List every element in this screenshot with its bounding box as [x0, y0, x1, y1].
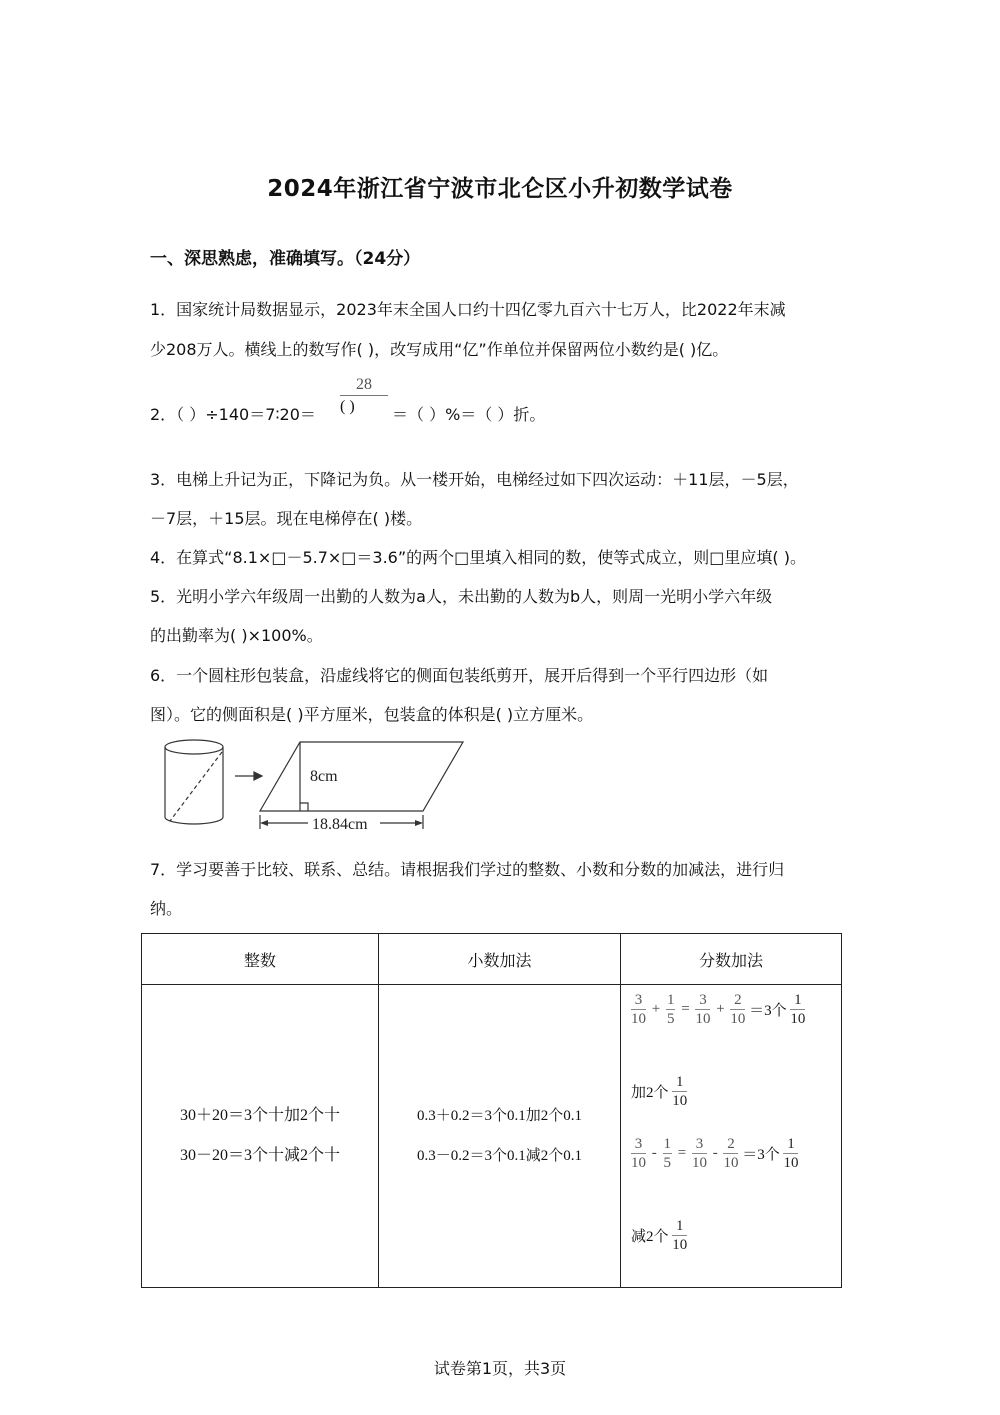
- q7-line2: 纳。: [150, 899, 183, 918]
- q5-line1: 5．光明小学六年级周一出勤的人数为a人，未出勤的人数为b人，则周一光明小学六年级: [150, 587, 773, 606]
- q4-line1: 4．在算式“8.1×□－5.7×□＝3.6”的两个□里填入相同的数，使等式成立，则□里应填( )。: [150, 548, 806, 567]
- q1-line2: 少208万人。横线上的数写作( )，改写成用“亿”作单位并保留两位小数约是( )亿。: [150, 340, 729, 359]
- q2-part1: 2．（ ）÷140＝7∶20＝: [150, 405, 316, 424]
- fraction: $\frac{3}{10}$: [691, 1136, 707, 1171]
- header-integer: 整数: [142, 934, 379, 985]
- q3-line2: －7层，＋15层。现在电梯停在( )楼。: [150, 509, 423, 528]
- q2-fraction-numerator: 28: [340, 376, 388, 396]
- dimension-arrow-left: [260, 820, 268, 826]
- cylinder-shape: [165, 740, 223, 824]
- decimal-sub: 0.3－0.2＝3个0.1减2个0.1: [416, 1148, 582, 1164]
- dimension-arrow-right: [415, 820, 423, 826]
- fraction-cell: [621, 985, 842, 1288]
- q2-part2: ＝（ ）%＝（ ）折。: [392, 405, 546, 424]
- header-fraction: 分数加法: [621, 934, 842, 985]
- q3-line1: 3．电梯上升记为正，下降记为负。从一楼开始，电梯经过如下四次运动：＋11层，－5层，: [150, 470, 799, 489]
- fraction: $\frac{3}{10}$: [631, 992, 646, 1027]
- fraction: $\frac{3}{10}$: [695, 992, 711, 1027]
- page-footer: 试卷第1页，共3页: [433, 1359, 567, 1378]
- fraction-sub-tail: 减2个 $\frac{1}{10}$: [631, 1218, 688, 1253]
- fraction: $\frac{1}{10}$: [672, 1218, 688, 1253]
- base-label: 18.84cm: [312, 816, 368, 833]
- comparison-table: [141, 933, 842, 1288]
- fraction: $\frac{1}{10}$: [672, 1074, 688, 1109]
- q2-fraction-denominator: ( ): [340, 398, 355, 415]
- q6-line2: 图）。它的侧面积是( )平方厘米，包装盒的体积是( )立方厘米。: [150, 705, 594, 724]
- table-row: [142, 985, 842, 1288]
- fraction: $\frac{1}{5}$: [666, 992, 675, 1027]
- right-arrow-icon: [235, 772, 262, 780]
- fraction: $\frac{1}{10}$: [783, 1136, 799, 1171]
- fraction-add-tail: 加2个 $\frac{1}{10}$: [631, 1074, 688, 1109]
- fraction: $\frac{2}{10}$: [730, 992, 746, 1027]
- q1-line1: 1．国家统计局数据显示，2023年末全国人口约十四亿零九百六十七万人，比2022年末减: [150, 300, 786, 319]
- integer-sub: 30－20＝3个十减2个十: [179, 1147, 340, 1164]
- q6-line1: 6．一个圆柱形包装盒，沿虚线将它的侧面包装纸剪开，展开后得到一个平行四边形（如: [150, 666, 769, 685]
- decimal-cell: [379, 985, 621, 1288]
- fraction: $\frac{1}{5}$: [663, 1136, 671, 1171]
- fraction: $\frac{2}{10}$: [723, 1136, 739, 1171]
- section-heading: 一、深思熟虑，准确填写。（24分）: [150, 249, 421, 269]
- page-title: 2024年浙江省宁波市北仑区小升初数学试卷: [267, 176, 733, 202]
- fraction-sub-expression: $\frac{3}{10}$ - $\frac{1}{5}$ = $\frac{3}{10}$ - $\frac{2}{10}$ ＝3个 $\frac{1}{10}$: [631, 1136, 799, 1171]
- decimal-add: 0.3＋0.2＝3个0.1加2个0.1: [416, 1108, 582, 1124]
- integer-add: 30＋20＝3个十加2个十: [179, 1107, 340, 1124]
- height-label: 8cm: [310, 768, 338, 785]
- fraction: $\frac{1}{10}$: [790, 992, 806, 1027]
- header-decimal: 小数加法: [379, 934, 621, 985]
- fraction: $\frac{3}{10}$: [631, 1136, 646, 1171]
- integer-cell: [142, 985, 379, 1288]
- table-header-row: [142, 934, 842, 985]
- q7-line1: 7．学习要善于比较、联系、总结。请根据我们学过的整数、小数和分数的加减法，进行归: [150, 860, 785, 879]
- fraction-add-expression: $\frac{3}{10}$ + $\frac{1}{5}$ = $\frac{3}{10}$ + $\frac{2}{10}$ ＝3个 $\frac{1}{10}$: [631, 992, 806, 1027]
- q5-line2: 的出勤率为( )×100%。: [150, 626, 323, 645]
- cylinder-figure: [150, 735, 480, 835]
